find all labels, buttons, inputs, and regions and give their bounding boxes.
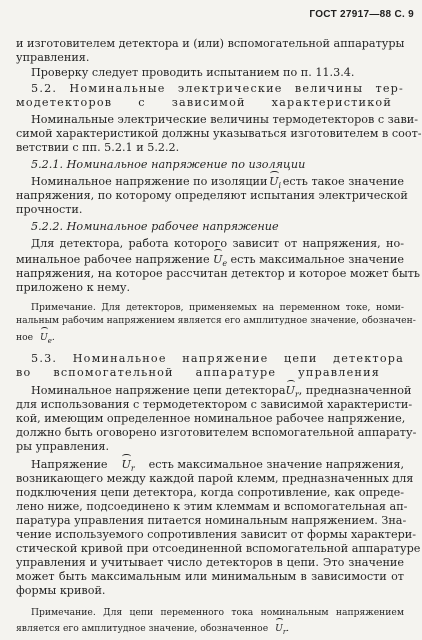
note-line: [16, 622, 289, 639]
text-line: должно быть оговорено изготовителем вспомогательной аппарату-: [16, 426, 417, 439]
text-fragment: минальное рабочее напряжение: [16, 253, 210, 266]
text-line: прочности.: [16, 203, 83, 216]
text-fragment: есть максимальное значение напряжения,: [148, 458, 404, 471]
symbol-letter: U: [275, 623, 283, 634]
text-line: для использования с термодетектором с зависимой характеристи-: [16, 398, 413, 411]
symbol-letter: U: [285, 384, 295, 397]
note-line: Примечание. Для цепи переменного тока номинальным напряжением: [31, 607, 404, 618]
text-fragment: , предназначенной: [298, 384, 412, 397]
text-line: Номинальные электрические величины термодетекторов с зави-: [31, 113, 418, 126]
text-line: стической кривой при отсоединенной вспомогательной аппаратуре: [16, 542, 421, 555]
text-fragment: есть такое значение: [282, 175, 404, 188]
text-line: ры управления.: [16, 440, 110, 453]
note-line: Примечание. Для детекторов, применяемых на переменном токе, номи-: [31, 302, 404, 313]
symbol-letter: U: [121, 458, 131, 471]
text-line: симой характеристикой должны указываться изготовителем в соот-: [16, 127, 422, 140]
text-line: кой, имеющим определенное номинальное рабочее напряжение,: [16, 412, 406, 425]
text-line: может быть максимальным или минимальным в зависимости от: [16, 570, 404, 583]
text-line: возникающего между каждой парой клемм, предназначенных для: [16, 472, 414, 485]
symbol-letter: U: [40, 332, 48, 343]
note-line: нальным рабочим напряжением является его амплитудное значение, обозначен-: [16, 315, 416, 326]
symbol-subscript: r: [130, 464, 135, 474]
text-line: ветствии с пп. 5.2.1 и 5.2.2.: [16, 141, 180, 154]
text-fragment: Номинальное напряжение по изоляции: [31, 175, 268, 188]
text-line: Проверку следует проводить испытанием по п. 11.3.4.: [31, 66, 355, 79]
page-header: ГОСТ 27917—88 С. 9: [309, 9, 414, 20]
symbol-subscript: e: [47, 336, 52, 345]
subsection-heading: 5.2.2. Номинальное рабочее напряжение: [31, 220, 279, 233]
text-fragment: .: [51, 332, 55, 343]
text-line: приложено к нему.: [16, 281, 131, 294]
text-line: лено ниже, подсоединено к этим клеммам и вспомогательная ап-: [16, 500, 408, 513]
section-heading: 5.2. Номинальные электрические величины тер-: [31, 82, 404, 95]
text-line: чение используемого сопротивления зависит от формы характери-: [16, 528, 416, 541]
text-line: подключения цепи детектора, когда сопротивление, как опреде-: [16, 486, 404, 499]
symbol-letter: U: [212, 253, 223, 266]
text-fragment: .: [286, 623, 290, 634]
text-line: управления и учитывает число детекторов в цепи. Это значение: [16, 556, 404, 569]
text-line: управления.: [16, 51, 90, 64]
text-fragment: является его амплитудное значение, обозначенное: [16, 623, 269, 634]
text-line: и изготовителем детектора и (или) вспомогательной аппаратуры: [16, 37, 405, 50]
section-heading: 5.3. Номинальное напряжение цепи детектора: [31, 352, 404, 365]
symbol-subscript: e: [222, 259, 228, 269]
symbol-subscript: r: [294, 390, 299, 400]
note-line: [16, 331, 55, 348]
text-fragment: Номинальное напряжение цепи детектора: [31, 384, 286, 397]
section-heading: во вспомогательной аппаратуре управления: [16, 366, 380, 379]
section-heading: модетекторов с зависимой характеристикой: [16, 96, 392, 109]
text-line: напряжения, по которому определяют испытания электрической: [16, 189, 408, 202]
text-line: Для детектора, работа которого зависит от напряжения, но-: [31, 237, 404, 250]
symbol-letter: U: [269, 175, 279, 188]
text-line: напряжения, на которое рассчитан детектор и которое может быть: [16, 267, 421, 280]
subsection-heading: 5.2.1. Номинальное напряжение по изоляции: [31, 158, 306, 171]
symbol-subscript: i: [278, 181, 282, 191]
text-fragment: Напряжение: [31, 458, 108, 471]
symbol-subscript: r: [282, 627, 287, 636]
text-line: формы кривой.: [16, 584, 106, 597]
text-fragment: ное: [16, 332, 34, 343]
text-fragment: есть максимальное значение: [230, 253, 404, 266]
text-line: паратура управления питается номинальным напряжением. Зна-: [16, 514, 407, 527]
